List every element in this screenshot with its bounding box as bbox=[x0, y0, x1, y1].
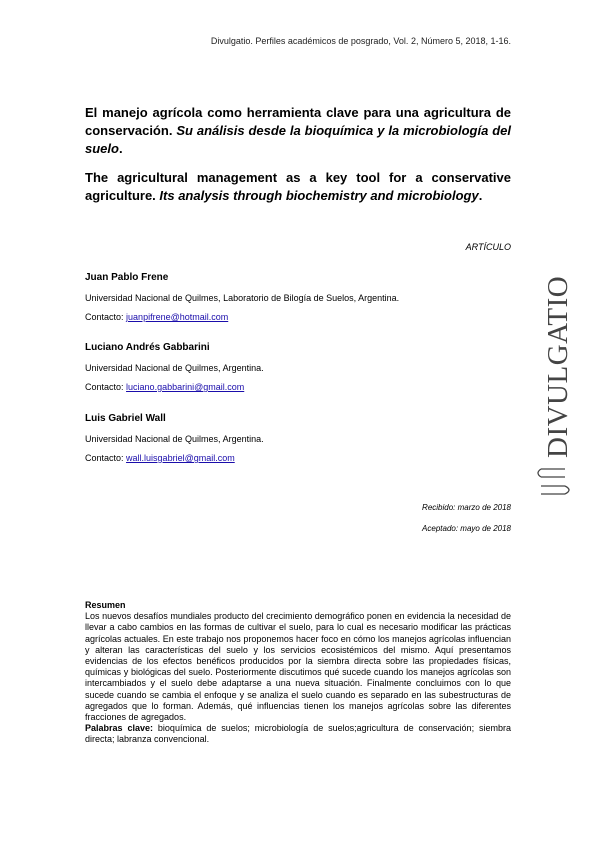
received-date: Recibido: marzo de 2018 bbox=[422, 503, 511, 512]
abstract-section bbox=[85, 600, 511, 746]
author-email-link[interactable]: juanpifrene@hotmail.com bbox=[126, 312, 229, 322]
author-name: Juan Pablo Frene bbox=[85, 272, 169, 283]
author-block bbox=[85, 413, 505, 463]
author-email-link[interactable]: luciano.gabbarini@gmail.com bbox=[126, 382, 245, 392]
author-affiliation: Universidad Nacional de Quilmes, Laboratorio de Bilogía de Suelos, Argentina. bbox=[85, 293, 400, 303]
author-name: Luciano Andrés Gabbarini bbox=[85, 342, 210, 353]
author-contact bbox=[85, 453, 505, 463]
keywords-text: bioquímica de suelos; microbiología de suelos;agricultura de conservación; siembra directa; labranza convencional. bbox=[85, 723, 511, 745]
contact-label: Contacto: bbox=[85, 312, 124, 322]
accepted-date: Aceptado: mayo de 2018 bbox=[422, 524, 511, 533]
abstract-heading: Resumen bbox=[85, 600, 126, 610]
author-affiliation: Universidad Nacional de Quilmes, Argentina. bbox=[85, 434, 264, 444]
author-block bbox=[85, 272, 505, 322]
title-en-subtitle: Its analysis through biochemistry and microbiology bbox=[159, 188, 479, 203]
title-es-subtitle: Su análisis desde la bioquímica y la microbiología del suelo bbox=[85, 123, 511, 156]
title-es-main: El manejo agrícola como herramienta clave para una agricultura de conservación. bbox=[85, 105, 511, 138]
divulgatio-logo bbox=[527, 228, 579, 500]
author-email-link[interactable]: wall.luisgabriel@gmail.com bbox=[126, 453, 235, 463]
article-type-label: ARTÍCULO bbox=[465, 242, 511, 252]
author-block bbox=[85, 342, 505, 392]
title-english: The agricultural management as a key tool for a conservative agriculture. Its analysis through biochemistry and microbiology. bbox=[85, 170, 511, 203]
title-en-main: The agricultural management as a key tool for a conservative agriculture. bbox=[85, 170, 511, 203]
abstract-text: Los nuevos desafíos mundiales producto del crecimiento demográfico ponen en evidencia la necesidad de llevar a cabo cambios en las formas de cultivar el suelo, para lo cual es necesario modificar las prácticas agrícolas actuales. En este trabajo nos proponemos hacer foco en cómo los manejos agrícolas influencian y alteran las características del suelo y los servicios ecosistémicos del mismo. Aquí presentamos evidencias de los efectos benéficos producidos por la siembra directa sobre las propiedades físicas, químicas y biológicas del suelo. Posteriormente discutimos qué sucede cuando los manejos agrícolas son intercambiados y el suelo debe adaptarse a una nueva situación. Finalmente concluimos con lo que sucede cuando se cambia el enfoque y se analiza el suelo cuando es separado en las subestructuras de agregados que lo forman. Además, qué influencias tienen los manejos agrícolas sobre las diferentes fracciones de agregados. bbox=[85, 611, 511, 723]
keywords-label: Palabras clave: bbox=[85, 723, 153, 734]
title-spanish: El manejo agrícola como herramienta clave para una agricultura de conservación. Su análisis desde la bioquímica y la microbiología del suelo. bbox=[85, 105, 511, 156]
logo-text: DIVULGATIO bbox=[542, 275, 574, 458]
journal-citation-header: Divulgatio. Perfiles académicos de posgrado, Vol. 2, Número 5, 2018, 1-16. bbox=[210, 36, 511, 46]
contact-label: Contacto: bbox=[85, 382, 124, 392]
author-contact bbox=[85, 382, 505, 392]
contact-label: Contacto: bbox=[85, 453, 124, 463]
author-affiliation: Universidad Nacional de Quilmes, Argentina. bbox=[85, 363, 264, 373]
keywords-line bbox=[85, 723, 511, 745]
author-contact bbox=[85, 312, 505, 322]
author-name: Luis Gabriel Wall bbox=[85, 413, 166, 424]
